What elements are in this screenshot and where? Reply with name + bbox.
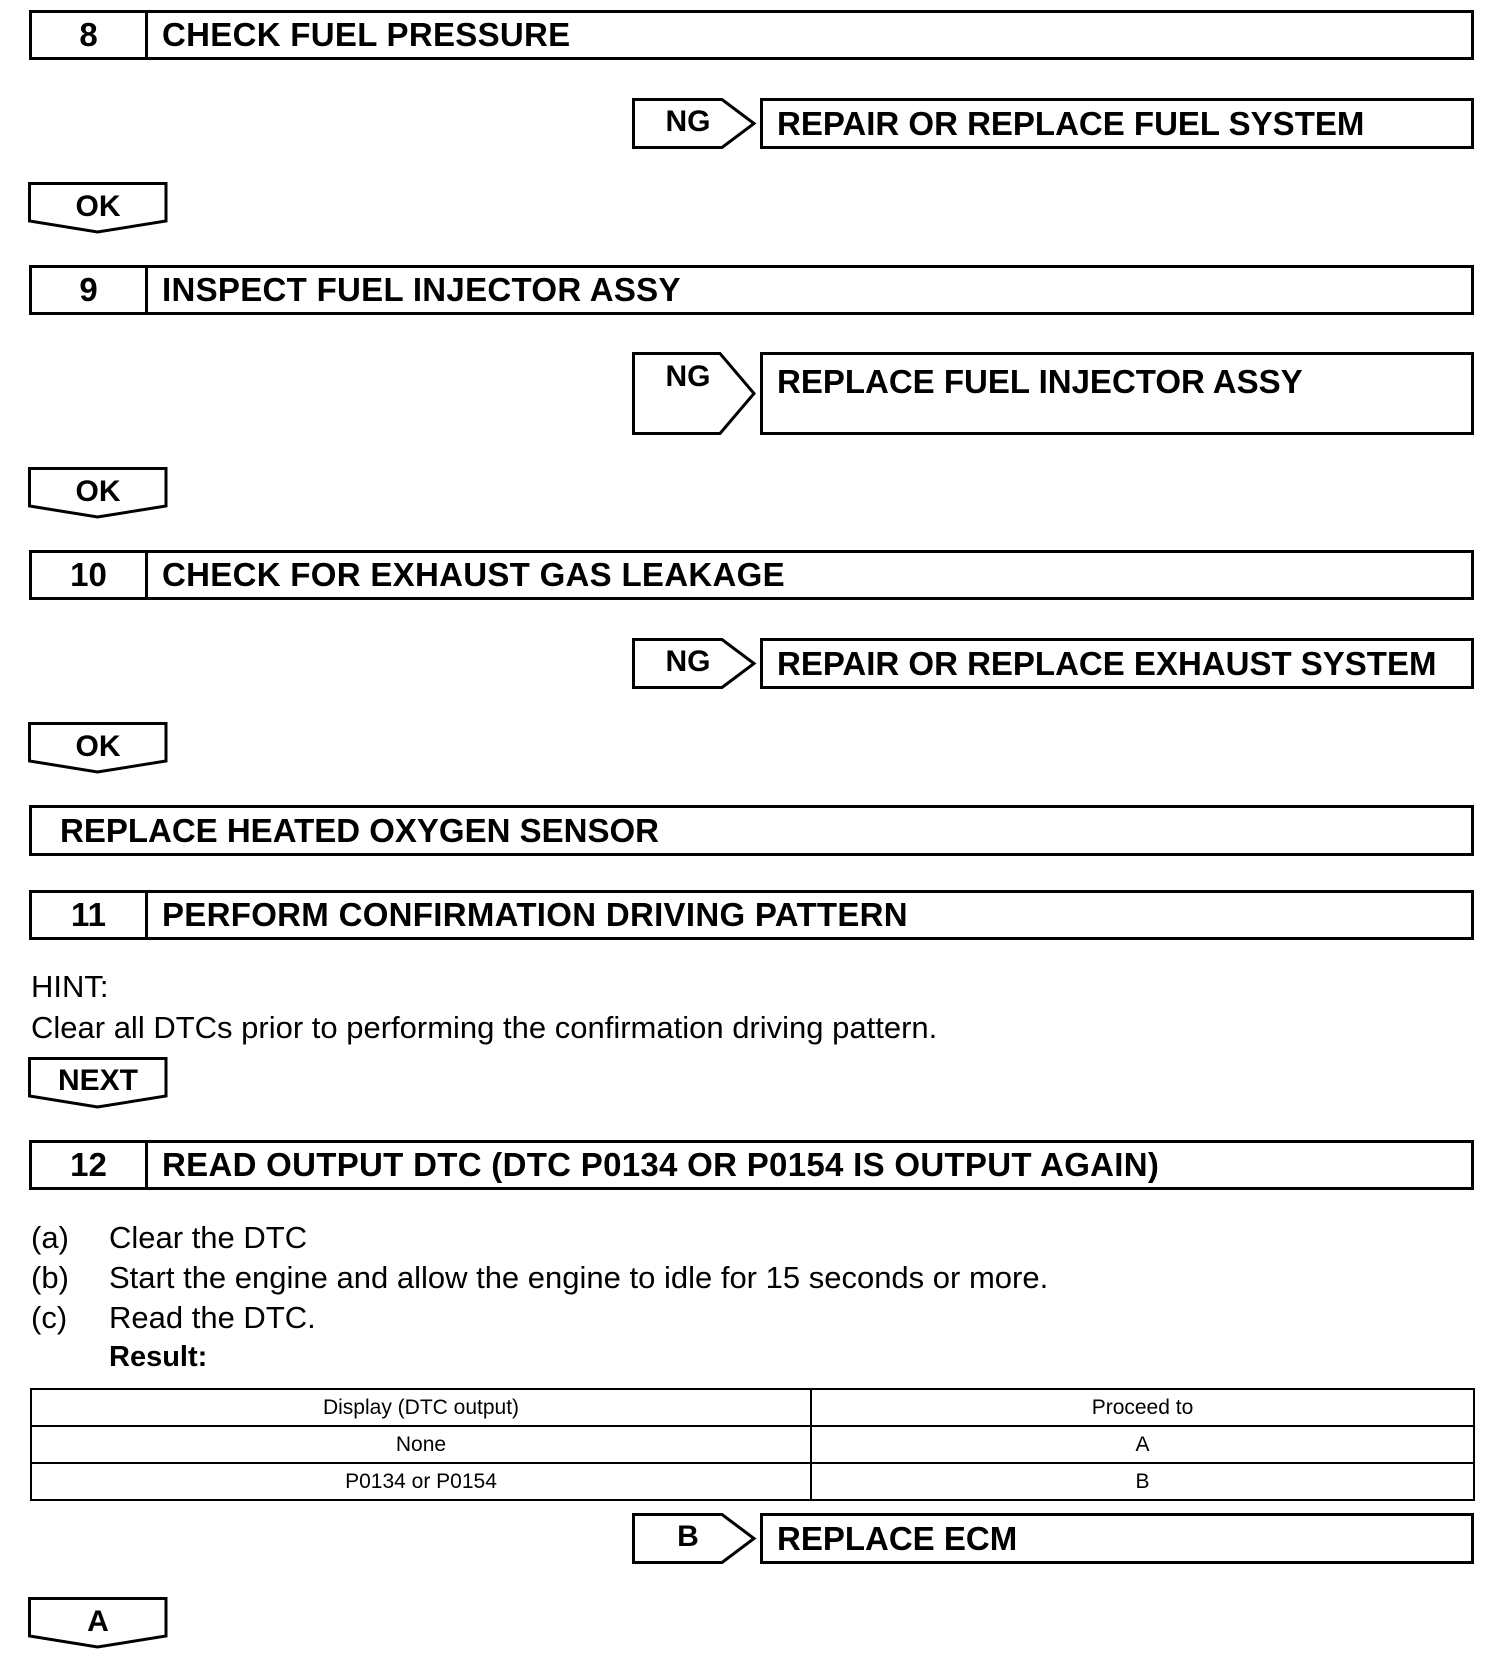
table-cell: B <box>811 1463 1474 1500</box>
result-label: Result: <box>109 1341 208 1373</box>
ok-tag-label: OK <box>75 475 121 508</box>
procedure-marker: (a) <box>31 1220 69 1255</box>
table-cell: A <box>811 1426 1474 1463</box>
b-tag-label: B <box>677 1520 699 1553</box>
step-number: 11 <box>32 893 148 937</box>
action-box: REPAIR OR REPLACE FUEL SYSTEM <box>760 98 1474 149</box>
procedure-marker: (c) <box>31 1300 68 1335</box>
step-header <box>29 1140 1474 1190</box>
result-table <box>30 1388 1475 1501</box>
action-box: REPAIR OR REPLACE EXHAUST SYSTEM <box>760 638 1474 689</box>
step-number: 10 <box>32 553 148 597</box>
step-number: 8 <box>32 13 148 57</box>
table-row <box>31 1463 1474 1500</box>
final-action-box: REPLACE HEATED OXYGEN SENSOR <box>29 805 1474 856</box>
procedure-text: Clear the DTC <box>109 1220 308 1255</box>
table-cell: None <box>31 1426 811 1463</box>
hint-text: Clear all DTCs prior to performing the confirmation driving pattern. <box>31 1010 938 1045</box>
table-cell: P0134 or P0154 <box>31 1463 811 1500</box>
a-tag-label: A <box>87 1605 109 1638</box>
table-header: Display (DTC output) <box>31 1389 811 1426</box>
table-header-row <box>31 1389 1474 1426</box>
step-title: PERFORM CONFIRMATION DRIVING PATTERN <box>162 896 908 933</box>
ng-tag-label: NG <box>665 645 711 678</box>
step-title: READ OUTPUT DTC (DTC P0134 OR P0154 IS OUTPUT AGAIN) <box>162 1146 1160 1183</box>
step-title: CHECK FUEL PRESSURE <box>162 16 571 53</box>
table-row <box>31 1426 1474 1463</box>
step-header <box>29 890 1474 940</box>
procedure-text: Start the engine and allow the engine to idle for 15 seconds or more. <box>109 1260 1049 1295</box>
step-header <box>29 265 1474 315</box>
ng-tag-label: NG <box>665 360 711 393</box>
table-header: Proceed to <box>811 1389 1474 1426</box>
next-tag-label: NEXT <box>57 1064 138 1097</box>
procedure-marker: (b) <box>31 1260 69 1295</box>
ng-tag-label: NG <box>665 105 711 138</box>
step-title: INSPECT FUEL INJECTOR ASSY <box>162 271 681 308</box>
action-box: REPLACE FUEL INJECTOR ASSY <box>760 352 1474 435</box>
step-number: 12 <box>32 1143 148 1187</box>
procedure-text: Read the DTC. <box>109 1300 316 1335</box>
step-title: CHECK FOR EXHAUST GAS LEAKAGE <box>162 556 785 593</box>
step-number: 9 <box>32 268 148 312</box>
hint-label: HINT: <box>31 969 109 1004</box>
ok-tag-label: OK <box>75 730 121 763</box>
action-box: REPLACE ECM <box>760 1513 1474 1564</box>
step-header <box>29 10 1474 60</box>
step-header <box>29 550 1474 600</box>
ok-tag-label: OK <box>75 190 121 223</box>
